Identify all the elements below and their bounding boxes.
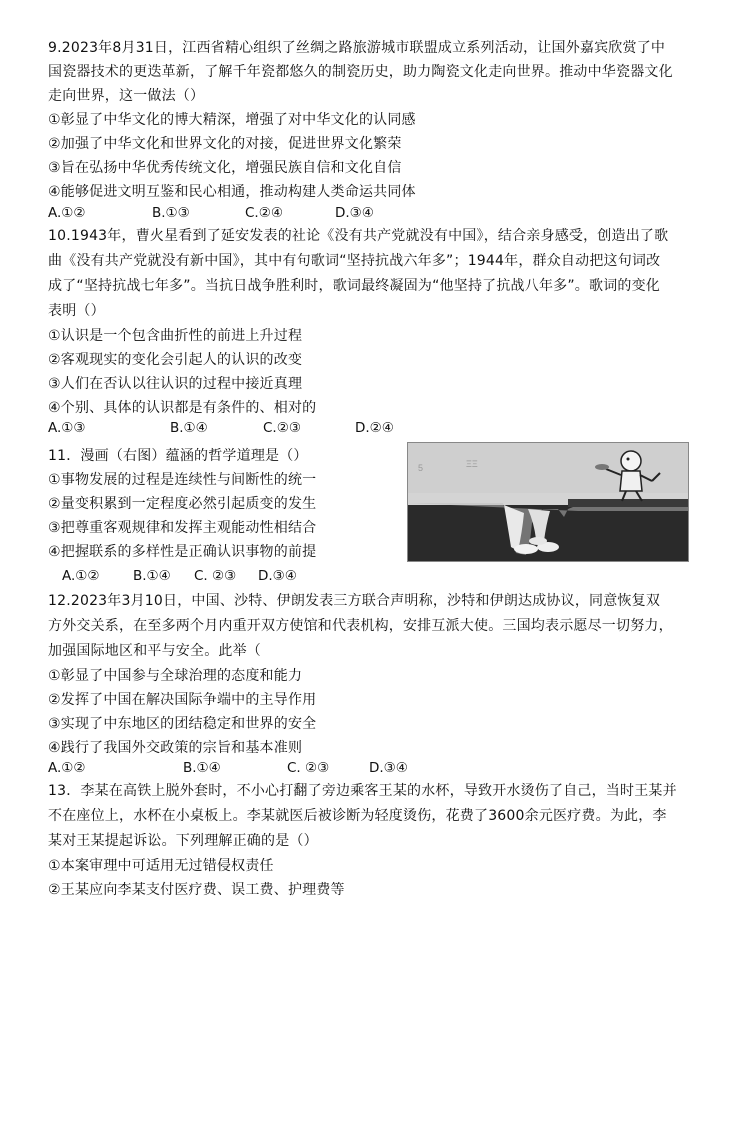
q12-option-b: B.①④ (183, 760, 221, 776)
q9-option-b: B.①③ (152, 205, 190, 221)
q12-stem-line-2: 方外交关系，在至多两个月内重开双方使馆和代表机构，安排互派大使。三国均表示愿尽一切努力， (48, 618, 673, 634)
q11-item-4: ④把握联系的多样性是正确认识事物的前提 (48, 544, 317, 560)
q10-stem-line-4: 表明（） (48, 303, 105, 319)
svg-text:ΞΞ: ΞΞ (466, 459, 478, 469)
q10-stem-line-3: 成了“坚持抗战七年多”。当抗日战争胜利时，歌词最终凝固为“他坚持了抗战八年多”。歌词的变化 (48, 278, 661, 294)
q12-item-1: ①彰显了中国参与全球治理的态度和能力 (48, 668, 303, 684)
q12-item-3: ③实现了中东地区的团结稳定和世界的安全 (48, 716, 317, 732)
q10-item-3: ③人们在否认以往认识的过程中接近真理 (48, 376, 303, 392)
q13-stem-line-3: 某对王某提起诉讼。下列理解正确的是（） (48, 833, 318, 849)
q10-option-c: C.②③ (263, 420, 301, 436)
svg-text:5: 5 (418, 463, 424, 473)
q9-option-a: A.①② (48, 205, 86, 221)
q11-item-2: ②量变积累到一定程度必然引起质变的发生 (48, 496, 317, 512)
q9-item-3: ③旨在弘扬中华优秀传统文化，增强民族自信和文化自信 (48, 160, 402, 176)
q9-stem-line-2: 国瓷器技术的更迭革新，了解千年瓷都悠久的制瓷历史，助力陶瓷文化走向世界。推动中华瓷器文化 (48, 64, 673, 80)
q11-option-d: D.③④ (258, 568, 297, 584)
q12-stem-line-1: 12.2023年3月10日，中国、沙特、伊朗发表三方联合声明称，沙特和伊朗达成协议，同意恢复双 (48, 593, 661, 609)
q12-item-2: ②发挥了中国在解决国际争端中的主导作用 (48, 692, 317, 708)
q10-item-4: ④个别、具体的认识都是有条件的、相对的 (48, 400, 317, 416)
q12-option-a: A.①② (48, 760, 86, 776)
q9-item-4: ④能够促进文明互鉴和民心相通，推动构建人类命运共同体 (48, 184, 416, 200)
q11-option-b: B.①④ (133, 568, 171, 584)
q11-item-3: ③把尊重客观规律和发挥主观能动性相结合 (48, 520, 317, 536)
q12-stem-line-3: 加强国际地区和平与安全。此举（ (48, 643, 261, 659)
q13-stem-line-2: 不在座位上，水杯在小桌板上。李某就医后被诊断为轻度烫伤，花费了3600余元医疗费。为此，李 (48, 808, 667, 824)
q12-option-c: C. ②③ (287, 760, 330, 776)
q12-item-4: ④践行了我国外交政策的宗旨和基本准则 (48, 740, 303, 756)
q10-option-a: A.①③ (48, 420, 86, 436)
q9-option-d: D.③④ (335, 205, 374, 221)
q11-option-c: C. ②③ (194, 568, 237, 584)
q10-item-2: ②客观现实的变化会引起人的认识的改变 (48, 352, 303, 368)
q11-option-a: A.①② (62, 568, 100, 584)
q10-stem-line-2: 曲《没有共产党就没有新中国》，其中有句歌词“坚持抗战六年多”；1944年，群众自动把这句词改 (48, 253, 661, 269)
cartoon-image (407, 442, 689, 562)
q11-item-1: ①事物发展的过程是连续性与间断性的统一 (48, 472, 317, 488)
cartoon-drawing (408, 443, 688, 561)
q13-item-2: ②王某应向李某支付医疗费、误工费、护理费等 (48, 882, 345, 898)
q10-option-d: D.②④ (355, 420, 394, 436)
q9-option-c: C.②④ (245, 205, 283, 221)
q9-item-1: ①彰显了中华文化的博大精深，增强了对中华文化的认同感 (48, 112, 416, 128)
q9-item-2: ②加强了中华文化和世界文化的对接，促进世界文化繁荣 (48, 136, 402, 152)
q9-stem-line-1: 9.2023年8月31日，江西省精心组织了丝绸之路旅游城市联盟成立系列活动，让国外嘉宾欣赏了中 (48, 40, 666, 56)
q12-option-d: D.③④ (369, 760, 408, 776)
q10-item-1: ①认识是一个包含曲折性的前进上升过程 (48, 328, 303, 344)
q10-stem-line-1: 10.1943年，曹火星看到了延安发表的社论《没有共产党就没有中国》，结合亲身感受，创造出了歌 (48, 228, 669, 244)
q11-stem-line-1: 11．漫画（右图）蕴涵的哲学道理是（） (48, 448, 308, 464)
q13-stem-line-1: 13．李某在高铁上脱外套时，不小心打翻了旁边乘客王某的水杯，导致开水烫伤了自己，当时王某并 (48, 783, 677, 799)
q9-stem-line-3: 走向世界，这一做法（） (48, 88, 205, 104)
q13-item-1: ①本案审理中可适用无过错侵权责任 (48, 858, 274, 874)
q10-option-b: B.①④ (170, 420, 208, 436)
